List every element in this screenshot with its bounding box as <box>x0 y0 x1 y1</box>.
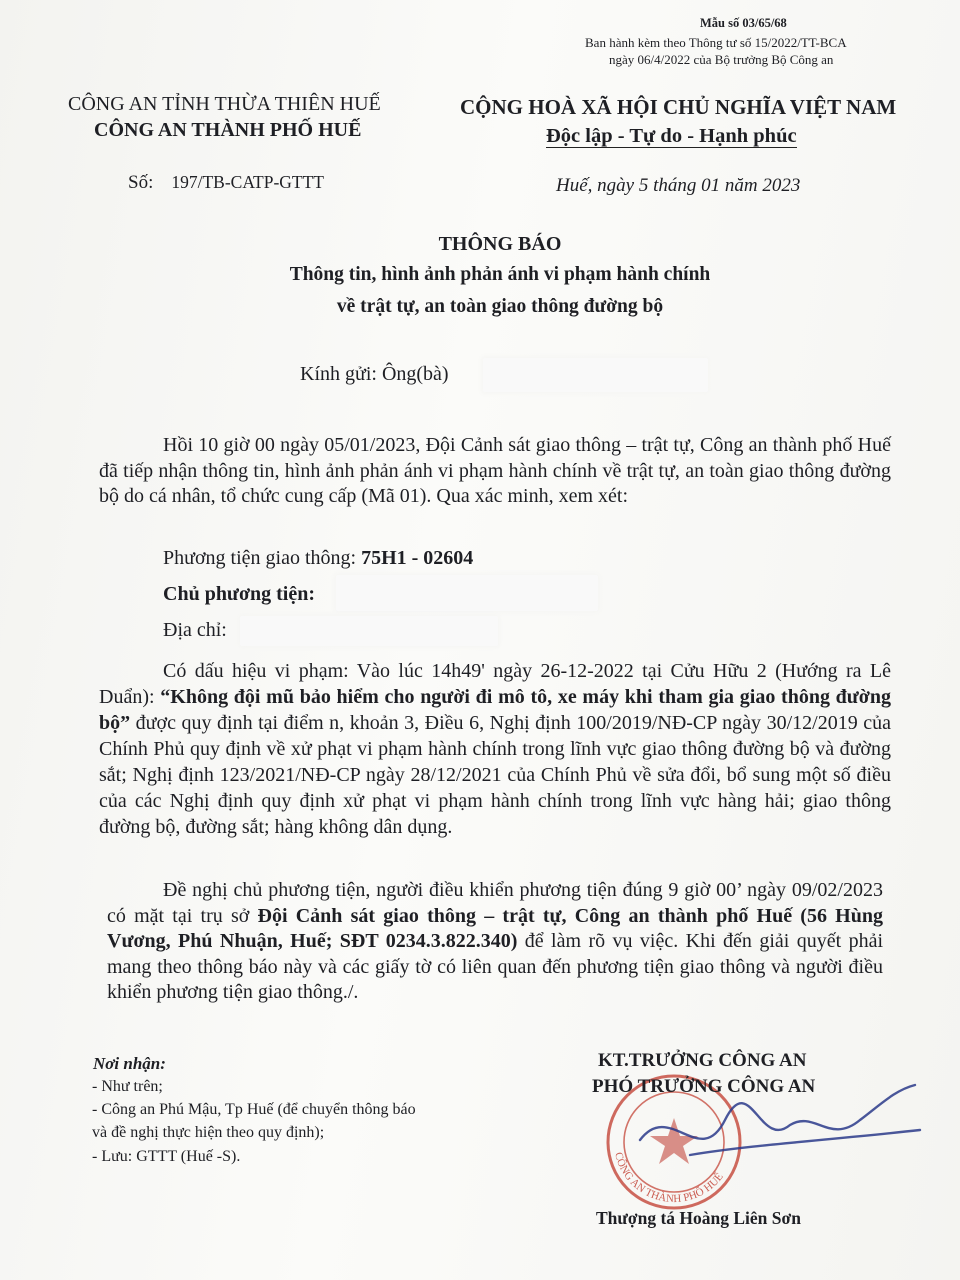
seal-text: CÔNG AN THÀNH PHỐ HUẾ <box>612 1150 726 1206</box>
agency-parent: CÔNG AN TỈNH THỪA THIÊN HUẾ <box>68 93 381 115</box>
vehicle-plate: 75H1 - 02604 <box>361 547 474 569</box>
request-text-end: để làm rõ vụ việc. Khi đến giải quyết phải mang theo thông báo này và các giấy tờ có liên quan đến phương tiện giao thông và người điều khiển phương tiện giao thông./. <box>107 930 883 1003</box>
form-note-line1: Ban hành kèm theo Thông tư số 15/2022/TT-BCA <box>585 35 847 50</box>
noi-nhan-label: Nơi nhận: <box>93 1054 166 1073</box>
agency-name: CÔNG AN THÀNH PHỐ HUẾ <box>94 119 362 141</box>
redacted-address <box>240 616 498 646</box>
document-number-label: Số: <box>128 172 154 193</box>
address-label: Địa chỉ: <box>163 619 227 641</box>
signer-name: Thượng tá Hoàng Liên Sơn <box>596 1208 801 1228</box>
redacted-recipient <box>483 358 708 392</box>
document-number-value: 197/TB-CATP-GTTT <box>171 172 324 192</box>
owner-label: Chủ phương tiện: <box>163 583 316 605</box>
nation-title: CỘNG HOÀ XÃ HỘI CHỦ NGHĨA VIỆT NAM <box>460 95 897 119</box>
violation-text-start: Có dấu hiệu vi phạm: Vào lúc 14h49' ngày 26-12-2022 tại Cửu Hữu 2 (Hướng ra Lê Duẩn): <box>99 660 891 708</box>
motto: Độc lập - Tự do - Hạnh phúc <box>546 125 797 147</box>
request-paragraph <box>107 878 883 1006</box>
intro-paragraph: Hồi 10 giờ 00 ngày 05/01/2023, Đội Cảnh sát giao thông – trật tự, Công an thành phố Huế đã tiếp nhận thông tin, hình ảnh phản ánh vi phạm hành chính về trật tự, an toàn giao thông đường bộ do cá nhân, tổ chức cung cấp (Mã 01). Qua xác minh, xem xét: <box>99 434 891 507</box>
request-text-start: Đề nghị chủ phương tiện, người điều khiển phương tiện đúng 9 giờ 00’ ngày 09/02/2023 có mặt tại trụ sở <box>107 879 883 927</box>
noi-nhan-item: - Công an Phú Mậu, Tp Huế (để chuyển thông báo <box>92 1101 416 1118</box>
form-note-line2: ngày 06/4/2022 của Bộ trưởng Bộ Công an <box>609 52 834 67</box>
handwritten-signature <box>630 1080 930 1180</box>
violation-paragraph <box>99 658 891 840</box>
violation-description: “Không đội mũ bảo hiểm cho người đi mô tô, xe máy khi tham gia giao thông đường bộ” <box>99 686 891 734</box>
owner-line <box>163 583 315 606</box>
document-title: THÔNG BÁO <box>438 233 562 255</box>
date-line: Huế, ngày 5 tháng 01 năm 2023 <box>556 175 801 196</box>
vehicle-label: Phương tiện giao thông: <box>163 547 362 569</box>
signature-title-1: KT.TRƯỞNG CÔNG AN <box>598 1050 807 1071</box>
signature-title-2: PHÓ TRƯỞNG CÔNG AN <box>592 1076 816 1097</box>
noi-nhan-item: - Như trên; <box>92 1078 163 1095</box>
vehicle-line <box>163 547 473 570</box>
noi-nhan-item: - Lưu: GTTT (Huế -S). <box>92 1148 241 1165</box>
document-subtitle-1: Thông tin, hình ảnh phản ánh vi phạm hành chính <box>289 264 711 285</box>
request-location: Đội Cảnh sát giao thông – trật tự, Công an thành phố Huế (56 Hùng Vương, Phú Nhuận, Huế; SĐT 0234.3.822.340) <box>107 904 883 952</box>
form-code: Mẫu số 03/65/68 <box>700 16 787 30</box>
noi-nhan-item: và đề nghị thực hiện theo quy định); <box>92 1124 325 1141</box>
document-number <box>128 172 324 194</box>
redacted-owner <box>336 575 598 611</box>
violation-legal-basis: được quy định tại điểm n, khoản 3, Điều 6, Nghị định 100/2019/NĐ-CP ngày 30/12/2019 của Chính Phủ quy định về xử phạt vi phạm hành chính trong lĩnh vực giao thông đường bộ và đường sắt; Nghị định 123/2021/NĐ-CP ngày 28/12/2021 của Chính Phủ về sửa đổi, bổ sung một số điều của các Nghị định quy định xử phạt vi phạm hành chính trong lĩnh vực hàng hải; giao thông đường bộ, đường sắt; hàng không dân dụng. <box>99 712 891 838</box>
recipient-label: Kính gửi: Ông(bà) <box>300 363 449 385</box>
document-subtitle-2: về trật tự, an toàn giao thông đường bộ <box>336 296 664 317</box>
